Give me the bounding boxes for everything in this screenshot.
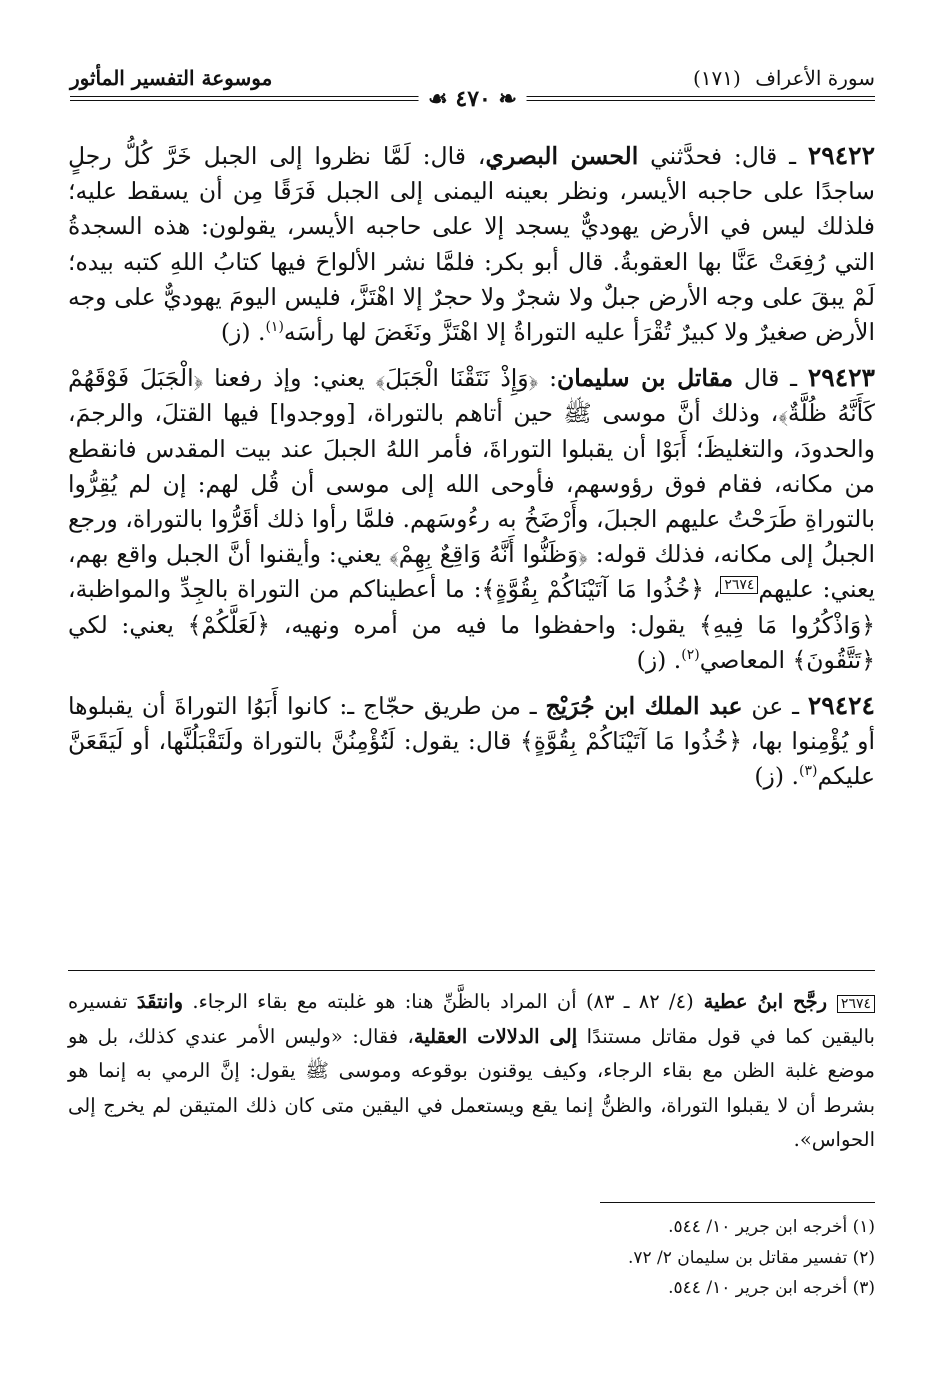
entry-tail: . (ز) <box>754 762 800 791</box>
footnote-item: (٢) تفسير مقاتل بن سليمان ٢/ ٧٢. <box>627 1247 875 1268</box>
entry-29422 <box>68 138 875 350</box>
footnote-divider <box>600 1202 875 1203</box>
comment-box-number: ٢٦٧٤ <box>837 995 875 1013</box>
comment-divider <box>68 970 875 971</box>
entry-text: ، قال: لَمَّا نظروا إلى الجبل خَرَّ كُلُّ رجلٍ ساجدًا على حاجبه الأيسر، ونظر بعينه اليمنى إلى الجبل فَرَقًا مِن أن يسقط عليه؛ فلذلك ليس في الأرض يهوديٌّ يسجد إلا على حاجبه الأيسر، يقولون: هذه السجدةُ التي رُفِعَتْ عَنَّا بها العقوبةُ. قال أبو بكر: فلمَّا نشر الألواحَ فيها كتابُ اللهِ كتبه بيده؛ لَمْ يبقَ على وجه الأرض جبلٌ ولا شجرٌ ولا حجرٌ إلا اهْتَزَّ، فليس اليومَ يهوديٌّ على وجه الأرض صغيرٌ ولا كبيرٌ تُقْرَأ عليه التوراةُ إلا اهْتَزَّ ونَغَضَ لها رأسَه <box>68 142 875 347</box>
comment-text: تفسيره باليقين كما في قول مقاتل مستندًا <box>68 990 875 1048</box>
page-number-value: ٤٧٠ <box>455 86 491 112</box>
entry-source: عبد الملك ابن جُرَيْج <box>545 692 743 721</box>
footnotes <box>68 1212 875 1304</box>
page-number <box>418 86 527 112</box>
entry-lead: ـ قال: فحدَّثني <box>638 142 808 170</box>
book-title: موسوعة التفسير المأثور <box>70 66 273 90</box>
ornament-icon: ☙ <box>428 86 448 112</box>
comment-text: (٤/ ٨٢ ـ ٨٣) أن المراد بالظَّنِّ هنا: هو غلبته مع بقاء الرجاء. <box>183 990 694 1013</box>
surah-verse-number: (١٧١) <box>692 66 741 90</box>
entry-number: ٢٩٤٢٢ <box>807 141 875 170</box>
commentary-block <box>68 985 875 1158</box>
main-text <box>68 138 875 803</box>
entry-29423 <box>68 360 875 678</box>
comment-bold: إلى الدلالات العقلية <box>413 1024 578 1048</box>
entry-text-cont: ، ﴿خُذُوا مَا آتَيْنَاكُمْ بِقُوَّةٍ﴾: ما أعطيناكم من التوراة بالجِدِّ والمواظبة، ﴿وَاذْكُرُوا مَا فِيهِ﴾ يقول: واحفظوا ما فيه من أمره ونهيه، ﴿لَعَلَّكُمْ﴾ يعني: لكي ﴿تَتَّقُونَ﴾ المعاصي <box>68 575 875 674</box>
footnote-ref[interactable]: (١) <box>265 319 284 336</box>
ornament-icon: ❧ <box>498 86 517 112</box>
entry-number: ٢٩٤٢٤ <box>807 691 875 721</box>
surah-heading <box>693 66 875 90</box>
entry-tail: . (ز) <box>636 645 682 674</box>
entry-text: : ﴿وَإِذْ نَتَقْنَا الْجَبَلَ﴾ يعني: وإذ رفعنا ﴿الْجَبَلَ فَوْقَهُمْ كَأَنَّهُ ظُلَّةٌ﴾، وذلك أنَّ موسى ﷺ حين أتاهم بالتوراة، [ووجدوا] فيها القتلَ، والرجمَ، والحدودَ، والتغليظَ؛ أَبَوْا أن يقبلوا التوراةَ، فأمر اللهُ الجبلَ عند بيت المقدس فانقطع من مكانه، فقام فوق رؤوسهم، فأوحى الله إلى موسى أن قُل لهم: إن لم يُقِرُّوا بالتوراةِ طَرَحْتُ عليهم الجبلَ، وأَرْضَخُ به رءُوسَهم. فلمَّا رأوا ذلك أقَرُّوا بالتوراة، ورجع الجبلُ إلى مكانه، فذلك قوله: ﴿وَظَنُّوا أَنَّهُ وَاقِعٌ بِهِمْ﴾ يعني: وأيقنوا أنَّ الجبل واقع بهم، يعني: عليهم <box>68 364 875 604</box>
footnote-item: (٣) أخرجه ابن جرير ١٠/ ٥٤٤. <box>668 1278 875 1298</box>
entry-29424 <box>68 688 875 795</box>
entry-source: الحسن البصري <box>485 142 639 170</box>
entry-lead: ـ قال <box>733 364 808 393</box>
comment-text: ، فقال: «وليس الأمر عندي كذلك، بل هو موضع غلبة الظن مع بقاء الرجاء، وكيف يوقنون بوقوعه وموسى ﷺ يقول: إنَّ الرمي به إنما هو بشرط أن لا يقبلوا التوراة، والظنُّ إنما يقع ويستعمل في اليقين متى كان ذلك المتيقن لم يخرج إلى الحواس». <box>68 1024 875 1151</box>
comment-lead: رجَّح ابنُ عطية <box>693 990 837 1013</box>
footnote-ref[interactable]: (٣) <box>799 763 818 780</box>
comment-bold: وانتقَدَ <box>136 990 184 1013</box>
footnote-item: (١) أخرجه ابن جرير ١٠/ ٥٤٤. <box>668 1217 875 1237</box>
page-header <box>70 58 875 114</box>
comment-ref-box[interactable]: ٢٦٧٤ <box>720 576 758 594</box>
entry-source: مقاتل بن سليمان <box>557 364 734 393</box>
footnote-ref[interactable]: (٢) <box>681 647 700 664</box>
entry-number: ٢٩٤٢٣ <box>807 363 875 393</box>
entry-lead: ـ عن <box>742 692 808 721</box>
entry-text: ـ من طريق حجّاج ـ: كانوا أَبَوُا التوراةَ أن يقبلوها أو يُؤْمِنوا بها، ﴿خُذُوا مَا آتَيْنَاكُمْ بِقُوَّةٍ﴾ قال: يقول: لَتُؤْمِنُنَّ بالتوراة ولَتَقْبَلُنَّها، أو لَيَقَعَنَّ عليكم <box>68 692 875 791</box>
surah-title: سورة الأعراف <box>755 66 875 90</box>
entry-tail: . (ز) <box>220 318 266 347</box>
